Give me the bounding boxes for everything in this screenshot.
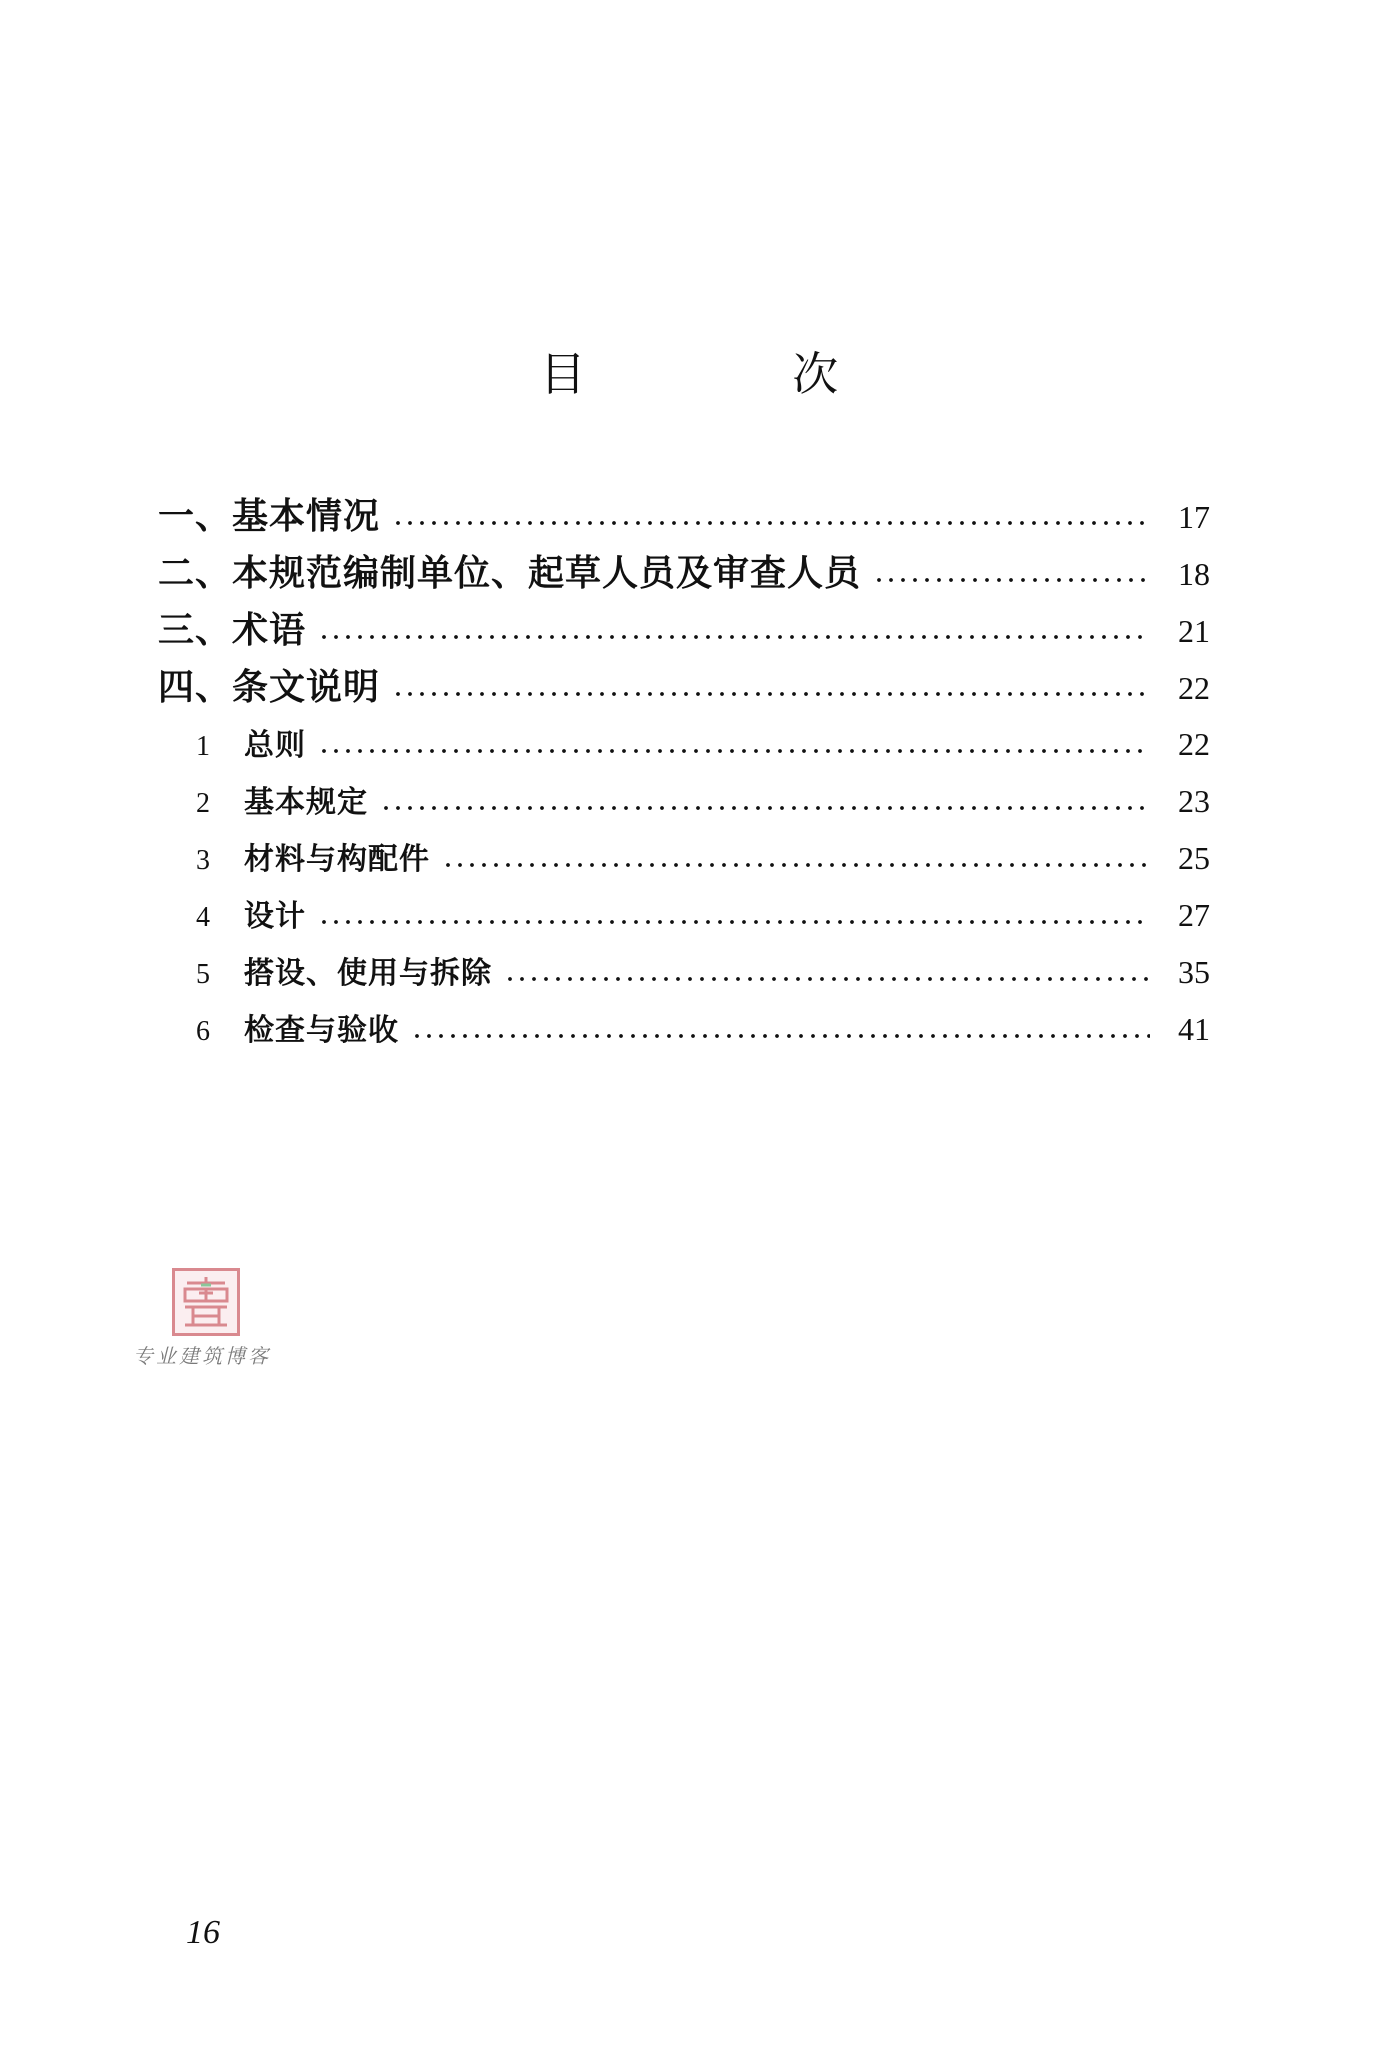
table-of-contents (158, 488, 1210, 1058)
toc-subentry-label: 材料与构配件 (244, 842, 430, 877)
toc-subentry-page: 27 (1178, 897, 1210, 933)
toc-subentry-number: 1 (196, 731, 210, 762)
toc-subentry[interactable] (158, 887, 1210, 944)
toc-subentry[interactable] (158, 1001, 1210, 1058)
dot-leader (318, 747, 1150, 755)
dot-leader (318, 633, 1150, 641)
toc-subentry-page: 23 (1178, 783, 1210, 819)
toc-subentry-label: 搭设、使用与拆除 (244, 956, 492, 991)
toc-entry-label: 二、本规范编制单位、起草人员及审查人员 (158, 553, 862, 594)
toc-entry-page: 22 (1178, 670, 1210, 706)
toc-subentry-number: 3 (196, 845, 210, 876)
toc-subentry-label: 设计 (244, 899, 306, 934)
toc-subentry[interactable] (158, 830, 1210, 887)
dot-leader (504, 975, 1150, 983)
toc-entry-label: 一、基本情况 (158, 496, 381, 537)
toc-subentry-label: 总则 (244, 728, 306, 763)
dot-leader (873, 576, 1150, 584)
page-number: 16 (186, 1914, 220, 1951)
toc-subentry[interactable] (158, 773, 1210, 830)
watermark-caption: 专业建筑博客 (133, 1344, 271, 1368)
toc-subentry-label: 基本规定 (244, 785, 368, 820)
toc-subentry-number: 2 (196, 788, 210, 819)
watermark-seal-icon (172, 1268, 240, 1336)
toc-entry-page: 17 (1178, 499, 1210, 535)
dot-leader (442, 861, 1150, 869)
toc-subentry-number: 5 (196, 959, 210, 990)
toc-subentry-page: 35 (1178, 954, 1210, 990)
toc-subentry-label: 检查与验收 (244, 1013, 399, 1048)
toc-entry-label: 四、条文说明 (158, 667, 381, 708)
toc-entry[interactable] (158, 602, 1210, 659)
toc-entry[interactable] (158, 659, 1210, 716)
toc-subentry[interactable] (158, 716, 1210, 773)
toc-subentry-page: 22 (1178, 726, 1210, 762)
toc-entry[interactable] (158, 488, 1210, 545)
dot-leader (392, 519, 1150, 527)
dot-leader (411, 1032, 1150, 1040)
toc-entry-label: 三、术语 (158, 610, 307, 651)
toc-entry-page: 18 (1178, 556, 1210, 592)
toc-entry-page: 21 (1178, 613, 1210, 649)
dot-leader (380, 804, 1150, 812)
dot-leader (318, 918, 1150, 926)
toc-subentry-number: 6 (196, 1016, 210, 1047)
toc-subentry-number: 4 (196, 902, 210, 933)
toc-subentry-page: 25 (1178, 840, 1210, 876)
dot-leader (392, 690, 1150, 698)
toc-subentry[interactable] (158, 944, 1210, 1001)
page-title: 目 次 (539, 347, 935, 401)
toc-subentry-page: 41 (1178, 1011, 1210, 1047)
toc-entry[interactable] (158, 545, 1210, 602)
